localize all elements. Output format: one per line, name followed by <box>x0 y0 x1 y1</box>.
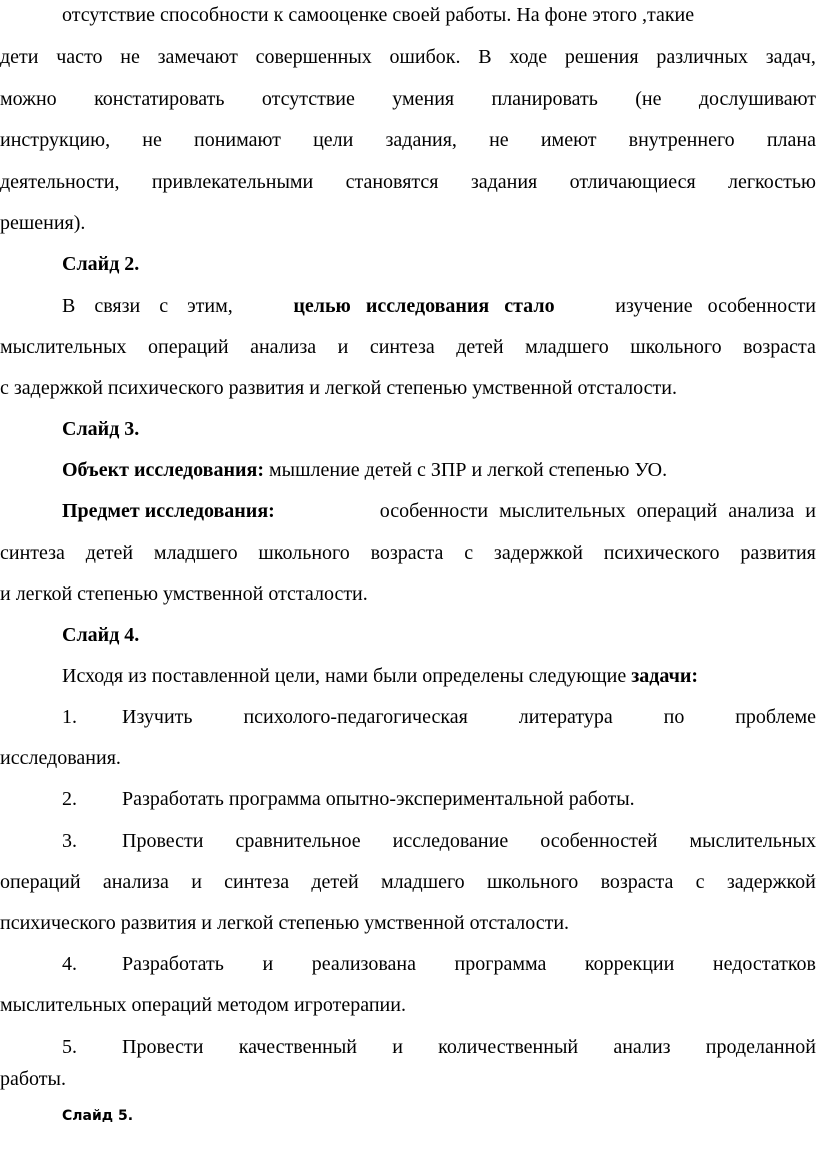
text-line: работы. <box>0 1068 66 1090</box>
word: Провести <box>122 830 204 852</box>
object-label: Объект исследования: <box>62 459 265 481</box>
text-line: мыслительных операций методом игротерапии. <box>0 994 406 1016</box>
word: ошибок. <box>389 46 461 68</box>
word: решения <box>564 46 639 68</box>
word: литература <box>518 706 613 728</box>
word: младшего <box>525 336 609 358</box>
text-line <box>0 533 816 575</box>
word: детей <box>311 871 359 893</box>
word: и <box>262 953 274 975</box>
text-line <box>0 162 816 204</box>
word: часто <box>56 46 103 68</box>
justified-line <box>0 327 816 369</box>
subject-label: Предмет исследования: <box>62 500 275 522</box>
task-text: Разработать программа опытно-экспериментальной работы. <box>122 788 635 810</box>
text-line: с задержкой психического развития и легкой степенью умственной отсталости. <box>0 377 677 399</box>
justified-line <box>0 79 816 121</box>
word: ходе <box>509 46 548 68</box>
justified-line <box>122 697 816 739</box>
text-span: В связи с этим, <box>62 295 233 317</box>
word: плана <box>766 129 816 151</box>
word: замечают <box>157 46 238 68</box>
word: и <box>392 1036 403 1058</box>
tasks-intro <box>62 656 698 698</box>
justified-line <box>0 533 816 575</box>
word: анализа <box>250 336 317 358</box>
word: сравнительное <box>235 830 361 852</box>
word: проблеме <box>735 706 816 728</box>
word: констатировать <box>94 88 225 110</box>
word: задач, <box>765 46 816 68</box>
word: школьного <box>258 542 350 564</box>
word: умения <box>392 88 455 110</box>
word: программа <box>454 953 547 975</box>
word: задания, <box>385 129 457 151</box>
text-span: изучение особенности <box>615 295 816 317</box>
text-line <box>0 37 816 79</box>
object-text: мышление детей с ЗПР и легкой степенью УО. <box>264 459 668 481</box>
word: количественный <box>438 1036 579 1058</box>
word: не <box>120 46 140 68</box>
task-number: 5. <box>62 1036 77 1058</box>
word: и <box>337 336 349 358</box>
word: отсутствие <box>261 88 355 110</box>
word: Изучить <box>122 706 193 728</box>
intro-bold: задачи: <box>631 665 699 687</box>
word: школьного <box>486 871 579 893</box>
word: качественный <box>238 1036 357 1058</box>
word: по <box>663 706 685 728</box>
task-number: 4. <box>62 953 77 975</box>
word: можно <box>0 88 57 110</box>
justified-line <box>122 944 816 986</box>
object-line <box>62 450 667 492</box>
word: Разработать <box>122 953 224 975</box>
word: и <box>191 871 202 893</box>
justified-line <box>0 120 816 162</box>
task-item-3 <box>62 821 816 863</box>
word: синтеза <box>0 542 65 564</box>
word: мыслительных <box>0 336 127 358</box>
word: детей <box>456 336 504 358</box>
word: проделанной <box>705 1036 816 1058</box>
word: задержкой <box>493 542 583 564</box>
task-number: 2. <box>62 788 77 810</box>
task-item-1 <box>62 697 816 739</box>
justified-line <box>122 821 816 863</box>
slide-heading-3: Слайд 3. <box>62 418 140 440</box>
task-item-4 <box>62 944 816 986</box>
word: внутреннего <box>628 129 735 151</box>
word: детей <box>85 542 134 564</box>
word: возраста <box>743 336 816 358</box>
word: развития <box>740 542 816 564</box>
text-line: решения). <box>0 212 86 234</box>
word: психического <box>603 542 720 564</box>
word: возраста <box>600 871 674 893</box>
word: деятельности, <box>0 171 120 193</box>
word: особенностей <box>540 830 658 852</box>
slide-heading-5: Слайд 5. <box>62 1108 134 1124</box>
word: имеют <box>540 129 597 151</box>
word: возраста <box>370 542 444 564</box>
word: операций <box>148 336 229 358</box>
justified-line <box>0 37 816 79</box>
text-line <box>0 120 816 162</box>
slide-heading-4: Слайд 4. <box>62 624 140 646</box>
word: исследование <box>392 830 509 852</box>
word: задержкой <box>726 871 816 893</box>
task-item-2 <box>62 779 635 821</box>
word: психолого-педагогическая <box>243 706 468 728</box>
bold-phrase: целью исследования стало <box>293 295 555 317</box>
text-line: и легкой степенью умственной отсталости. <box>0 583 368 605</box>
word: задания <box>470 171 538 193</box>
word: дослушивают <box>698 88 816 110</box>
word: недостатков <box>712 953 816 975</box>
word: синтеза <box>369 336 435 358</box>
word: анализа <box>102 871 169 893</box>
word: младшего <box>153 542 238 564</box>
word: дети <box>0 46 39 68</box>
word: планировать <box>491 88 598 110</box>
word: становятся <box>345 171 439 193</box>
word: не <box>489 129 509 151</box>
text-line <box>0 862 816 904</box>
text-line: исследования. <box>0 747 121 769</box>
text-line: отсутствие способности к самооценке своей работы. На фоне этого ,такие <box>62 4 695 26</box>
justified-line <box>0 862 816 904</box>
word: мыслительных <box>689 830 816 852</box>
slide-heading-2: Слайд 2. <box>62 253 140 275</box>
word: привлекательными <box>151 171 314 193</box>
subject-line1 <box>62 491 816 533</box>
word: различных <box>656 46 749 68</box>
word: не <box>142 129 162 151</box>
word: с <box>464 542 474 564</box>
word: школьного <box>630 336 722 358</box>
word: коррекции <box>584 953 675 975</box>
slide2-line1 <box>62 286 816 328</box>
word: отличающиеся <box>569 171 696 193</box>
word: анализ <box>613 1036 671 1058</box>
task-number: 3. <box>62 830 77 852</box>
word: инструкцию, <box>0 129 111 151</box>
text-line <box>0 327 816 369</box>
word: с <box>695 871 705 893</box>
word: понимают <box>193 129 281 151</box>
intro-text: Исходя из поставленной цели, нами были определены следующие <box>62 665 632 687</box>
word: цели <box>313 129 354 151</box>
justified-line <box>0 162 816 204</box>
text-line <box>0 79 816 121</box>
word: В <box>478 46 492 68</box>
word: синтеза <box>224 871 290 893</box>
word: реализована <box>311 953 416 975</box>
word: легкостью <box>728 171 816 193</box>
task-number: 1. <box>62 706 77 728</box>
word: совершенных <box>255 46 372 68</box>
text-line: психического развития и легкой степенью умственной отсталости. <box>0 912 570 934</box>
subject-text: особенности мыслительных операций анализа и <box>379 500 816 522</box>
word: младшего <box>381 871 465 893</box>
word: Провести <box>122 1036 204 1058</box>
word: (не <box>635 88 662 110</box>
word: операций <box>0 871 81 893</box>
